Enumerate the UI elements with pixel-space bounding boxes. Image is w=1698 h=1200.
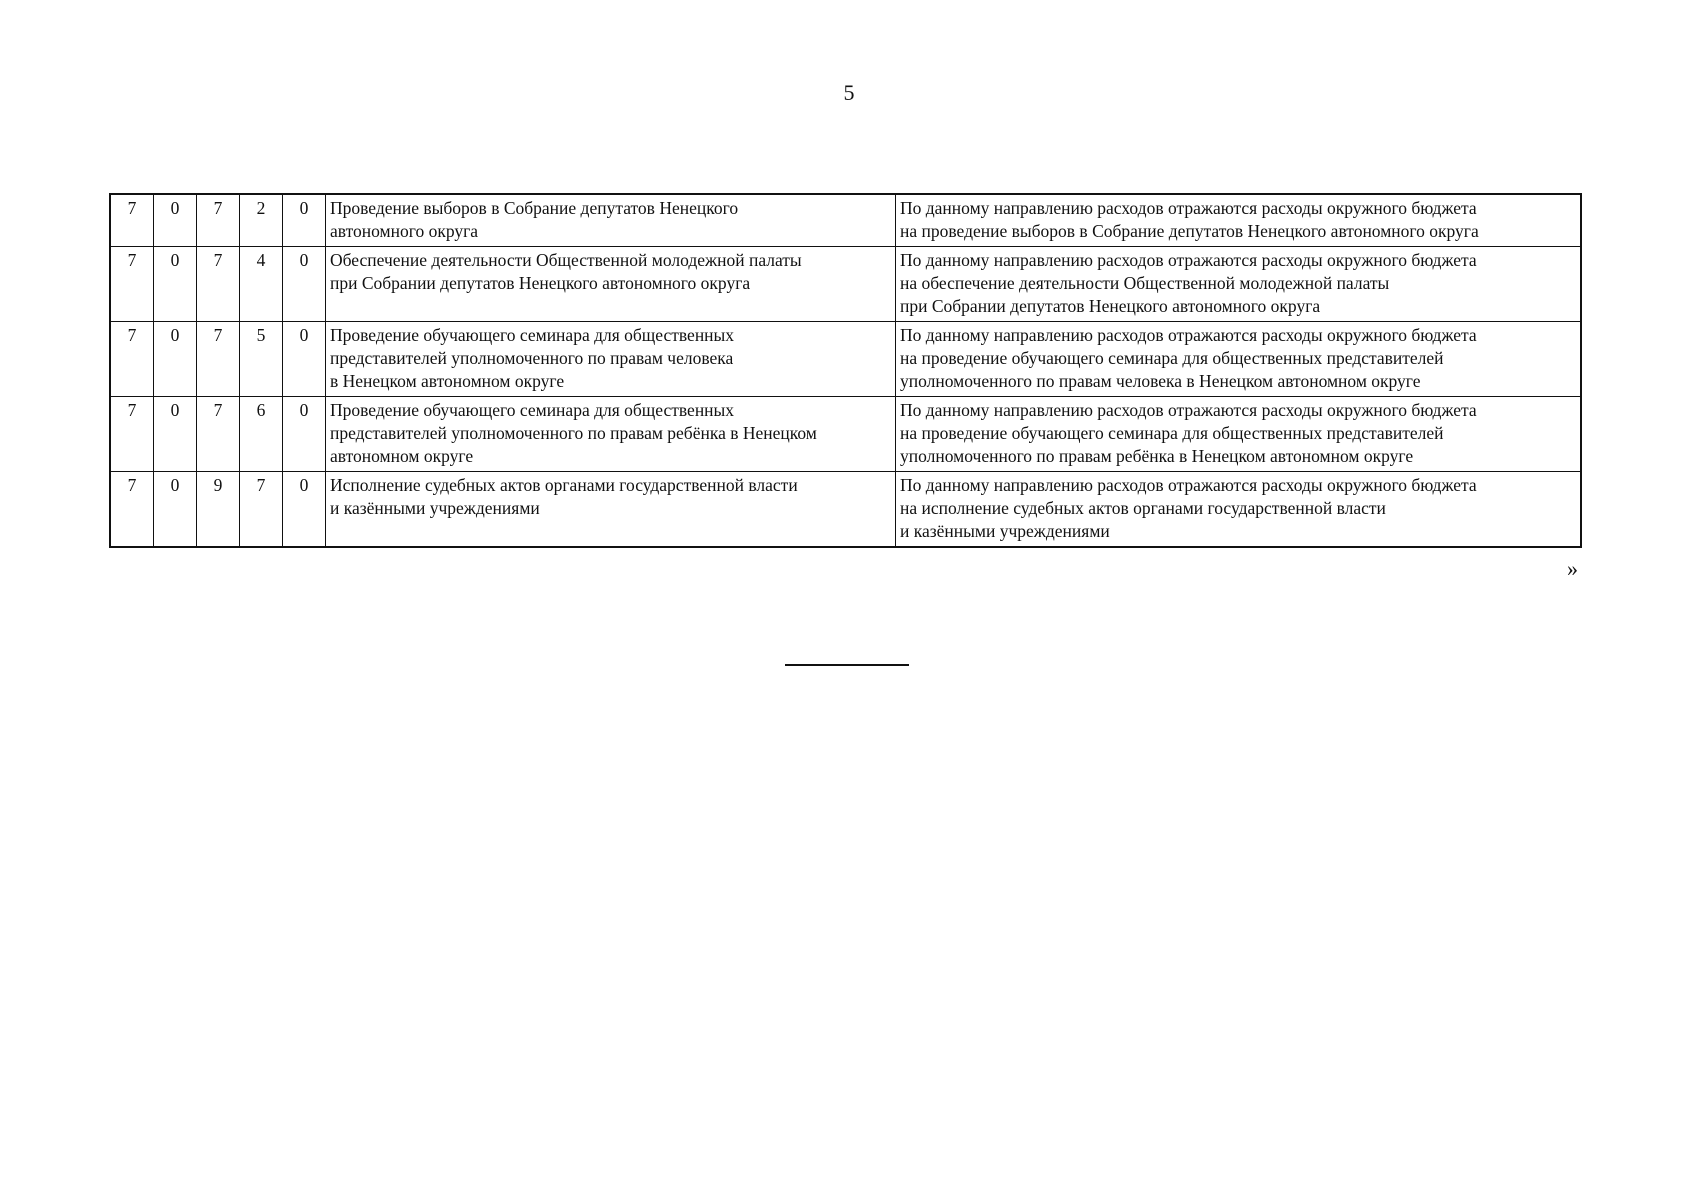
code-digit-4: 7 [240,472,283,548]
expense-name-line: представителей уполномоченного по правам человека [330,348,734,368]
code-digit-3: 7 [197,194,240,247]
expense-description-line: По данному направлению расходов отражаются расходы окружного бюджета [900,198,1477,218]
code-digit-4: 6 [240,397,283,472]
expense-description-line: на обеспечение деятельности Общественной молодежной палаты [900,273,1390,293]
code-digit-1: 7 [110,472,154,548]
code-digit-2: 0 [154,472,197,548]
code-digit-1: 7 [110,322,154,397]
code-digit-1: 7 [110,247,154,322]
expense-description-line: уполномоченного по правам ребёнка в Ненецком автономном округе [900,446,1414,466]
expense-name-line: Проведение обучающего семинара для общественных [330,400,735,420]
expense-name-line: автономного округа [330,221,479,241]
expense-description-line: на проведение обучающего семинара для общественных представителей [900,423,1444,443]
expense-description-line: По данному направлению расходов отражаются расходы окружного бюджета [900,250,1477,270]
expense-description-line: при Собрании депутатов Ненецкого автономного округа [900,296,1321,316]
table-row [110,472,1581,548]
expense-name-cell [326,194,896,247]
expense-description-line: По данному направлению расходов отражаются расходы окружного бюджета [900,325,1477,345]
expense-description-line: на исполнение судебных актов органами государственной власти [900,498,1386,518]
code-digit-4: 2 [240,194,283,247]
expense-description-line: По данному направлению расходов отражаются расходы окружного бюджета [900,400,1477,420]
expense-name-line: в Ненецком автономном округе [330,371,565,391]
code-digit-5: 0 [283,194,326,247]
expense-description-line: По данному направлению расходов отражаются расходы окружного бюджета [900,475,1477,495]
code-digit-3: 7 [197,247,240,322]
code-digit-5: 0 [283,472,326,548]
closing-quote-mark: » [1567,556,1578,581]
expense-description-line: на проведение выборов в Собрание депутатов Ненецкого автономного округа [900,221,1479,241]
code-digit-3: 7 [197,322,240,397]
expense-description-cell [896,322,1582,397]
expense-description-line: уполномоченного по правам человека в Ненецком автономном округе [900,371,1421,391]
expense-description-cell [896,472,1582,548]
code-digit-5: 0 [283,322,326,397]
code-digit-5: 0 [283,397,326,472]
expense-name-line: Проведение выборов в Собрание депутатов Ненецкого [330,198,739,218]
expense-description-line: на проведение обучающего семинара для общественных представителей [900,348,1444,368]
expense-description-line: и казёнными учреждениями [900,521,1110,541]
expense-name-line: представителей уполномоченного по правам ребёнка в Ненецком [330,423,817,443]
end-of-document-rule [785,664,909,666]
code-digit-5: 0 [283,247,326,322]
expense-name-line: при Собрании депутатов Ненецкого автономного округа [330,273,751,293]
code-digit-4: 5 [240,322,283,397]
code-digit-2: 0 [154,397,197,472]
expense-name-cell [326,322,896,397]
expense-name-cell [326,247,896,322]
code-digit-1: 7 [110,397,154,472]
code-digit-3: 7 [197,397,240,472]
code-digit-2: 0 [154,322,197,397]
budget-classification-table [109,193,1582,548]
expense-description-cell [896,397,1582,472]
code-digit-3: 9 [197,472,240,548]
expense-name-line: Обеспечение деятельности Общественной молодежной палаты [330,250,802,270]
code-digit-1: 7 [110,194,154,247]
table-row [110,247,1581,322]
expense-name-cell [326,472,896,548]
expense-name-cell [326,397,896,472]
expense-description-cell [896,247,1582,322]
code-digit-2: 0 [154,247,197,322]
table-body [110,194,1581,547]
code-digit-4: 4 [240,247,283,322]
table-row [110,194,1581,247]
table-row [110,322,1581,397]
expense-name-line: Проведение обучающего семинара для общественных [330,325,735,345]
page-number: 5 [843,80,855,105]
expense-name-line: автономном округе [330,446,474,466]
expense-description-cell [896,194,1582,247]
code-digit-2: 0 [154,194,197,247]
table-row [110,397,1581,472]
expense-name-line: Исполнение судебных актов органами государственной власти [330,475,798,495]
expense-name-line: и казёнными учреждениями [330,498,540,518]
